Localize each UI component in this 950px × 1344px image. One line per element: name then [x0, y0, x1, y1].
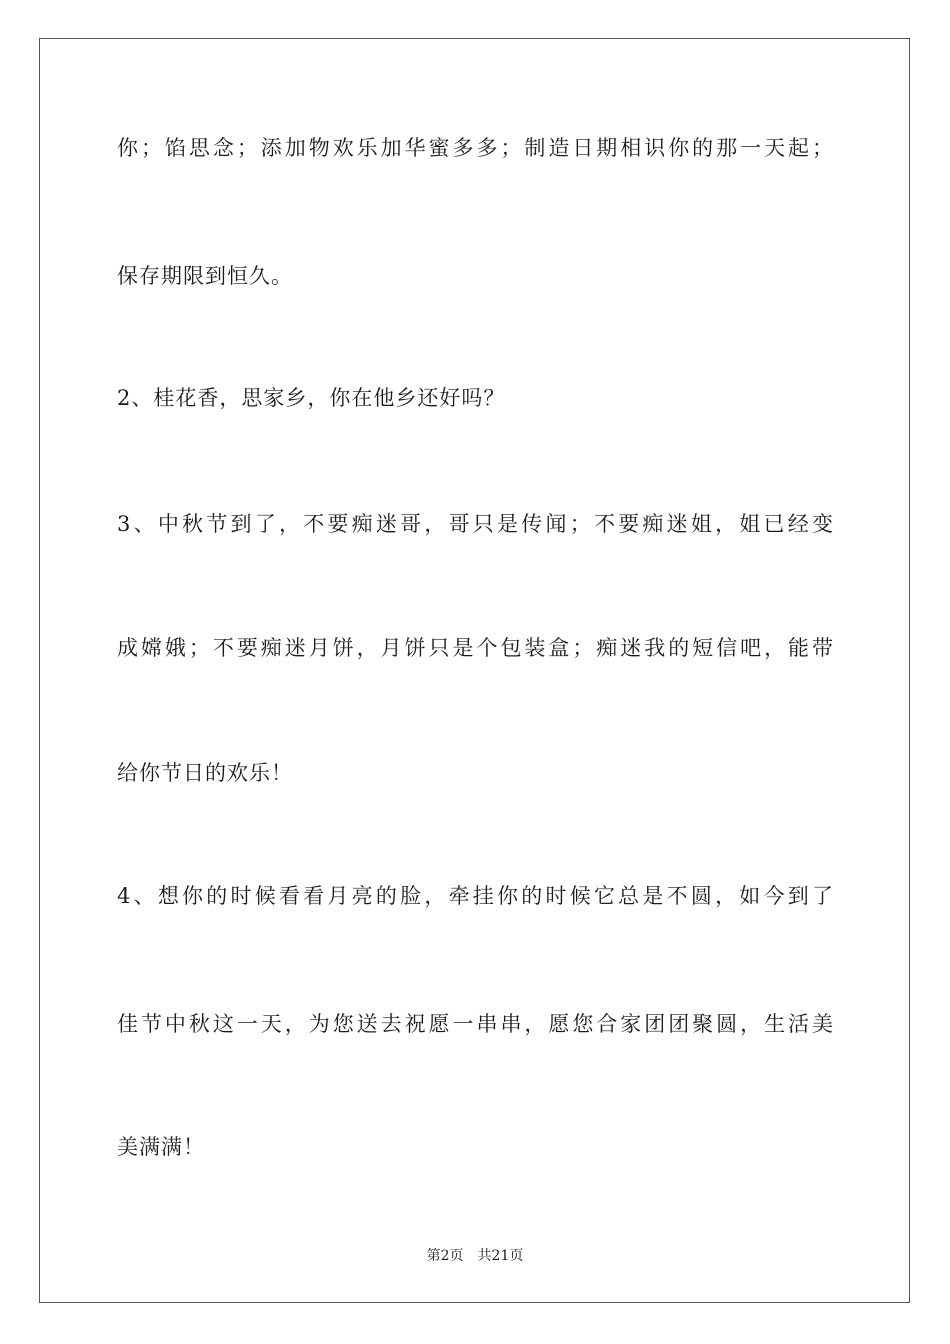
page-border: [39, 38, 910, 1303]
text-line-1: 你；馅思念；添加物欢乐加华蜜多多；制造日期相识你的那一天起；: [117, 136, 833, 160]
text-line-4: 3、中秋节到了，不要痴迷哥，哥只是传闻；不要痴迷姐，姐已经变: [117, 512, 833, 536]
text-line-2: 保存期限到恒久。: [117, 264, 293, 288]
text-line-9: 美满满！: [117, 1135, 205, 1159]
text-line-3: 2、桂花香，思家乡，你在他乡还好吗？: [117, 386, 506, 410]
text-line-5: 成嫦娥；不要痴迷月饼，月饼只是个包装盒；痴迷我的短信吧，能带: [117, 636, 833, 660]
text-line-8: 佳节中秋这一天，为您送去祝愿一串串，愿您合家团团聚圆，生活美: [117, 1012, 833, 1036]
page-number-footer: 第2页 共21页: [426, 1248, 524, 1264]
text-line-6: 给你节日的欢乐！: [117, 761, 293, 785]
text-line-7: 4、想你的时候看看月亮的脸，牵挂你的时候它总是不圆，如今到了: [117, 884, 833, 908]
